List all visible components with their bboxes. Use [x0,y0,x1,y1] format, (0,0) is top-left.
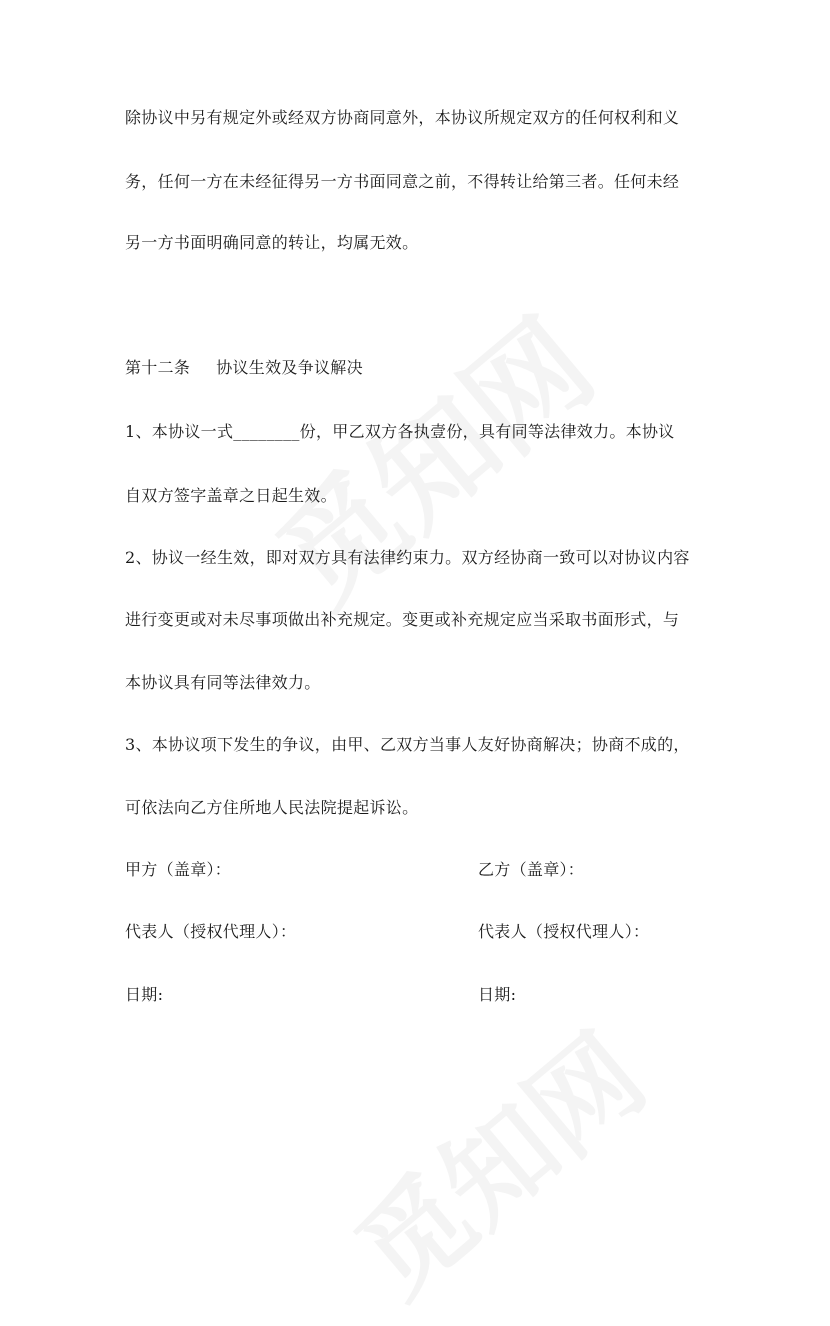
party-a-representative-label: 代表人（授权代理人）： [125,922,297,941]
party-b-date-label: 日期: [478,985,517,1004]
clause-2-line: 2、协议一经生效，即对双方具有法律约束力。双方经协商一致可以对协议内容 [125,548,690,567]
clause-2-line: 本协议具有同等法律效力。 [125,673,321,692]
clause-1-line: 自双方签字盖章之日起生效。 [125,486,337,505]
party-b-seal-label: 乙方（盖章）： [478,860,585,879]
party-b-representative-label: 代表人（授权代理人）： [478,922,650,941]
paragraph-line: 务，任何一方在未经征得另一方书面同意之前，不得转让给第三者。任何未经 [125,172,680,191]
paragraph-line: 另一方书面明确同意的转让，均属无效。 [125,233,419,252]
clause-2-line: 进行变更或对未尽事项做出补充规定。变更或补充规定应当采取书面形式，与 [125,610,680,629]
article-number: 第十二条 [125,358,191,377]
party-a-date-label: 日期: [125,985,164,1004]
paragraph-line: 除协议中另有规定外或经双方协商同意外，本协议所规定双方的任何权利和义 [125,108,680,127]
watermark [318,992,672,1325]
clause-3-line: 3、本协议项下发生的争议，由甲、乙双方当事人友好协商解决；协商不成的， [125,735,690,754]
watermark [237,274,623,637]
article-heading [125,358,363,378]
clause-3-line: 可依法向乙方住所地人民法院提起诉讼。 [125,798,419,817]
party-a-seal-label: 甲方（盖章）： [125,860,232,879]
article-title: 协议生效及争议解决 [216,358,363,377]
clause-1-line: 1、本协议一式________份，甲乙双方各执壹份，具有同等法律效力。本协议 [125,422,675,441]
